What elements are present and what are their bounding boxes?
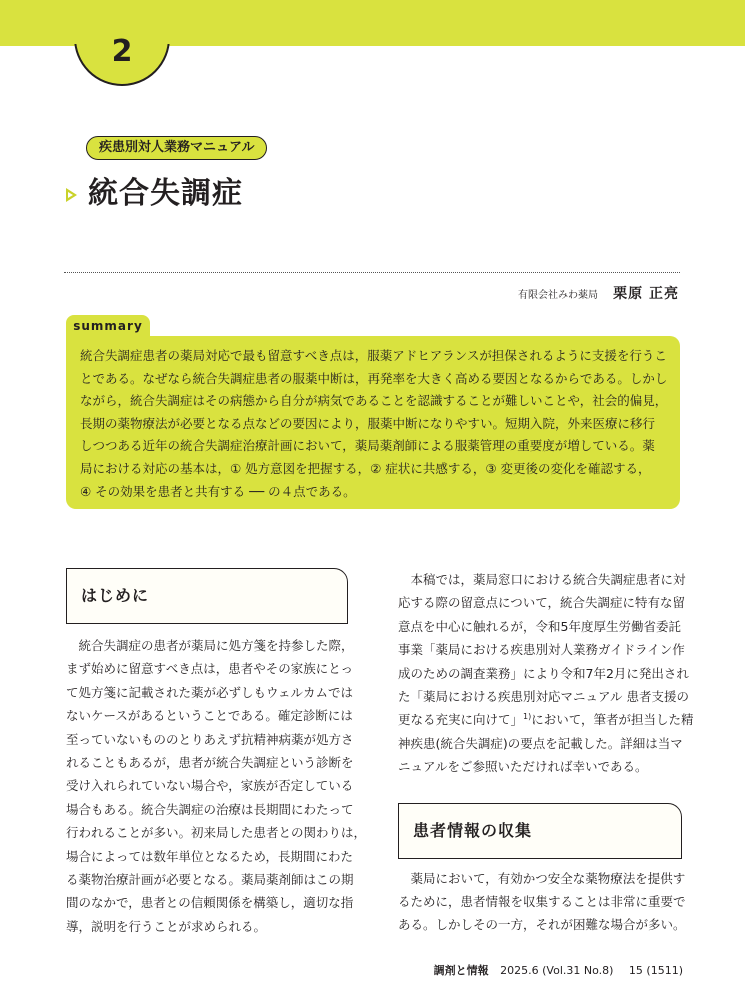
body-line: 場合によっては数年単位となるため，長期間にわた	[66, 848, 354, 864]
summary-line: しつつある近年の統合失調症治療計画において，薬局薬剤師による服薬管理の重要度が増している。薬	[80, 438, 655, 454]
body-line: ないケースがあるということである。確定診断には	[66, 708, 353, 724]
summary-box	[66, 336, 680, 509]
body-line: 本稿では，薬局窓口における統合失調症患者に対	[398, 572, 686, 587]
body-line: 応する際の留意点について，統合失調症に特有な留	[398, 595, 686, 611]
summary-line: 統合失調症患者の薬局対応で最も留意すべき点は，服薬アドヒアランスが担保されるように支援を行うこ	[80, 348, 667, 363]
body-line	[398, 708, 694, 731]
summary-line: 長期の薬物療法が必要となる点などの要因により，服薬中断になりやすい。短期入院，外来医療に移行	[80, 415, 656, 431]
body-line: た「薬局における疾患別対応マニュアル 患者支援の	[398, 689, 689, 705]
footer-journal: 調剤と情報	[433, 964, 489, 977]
footer-issue: 2025.6 (Vol.31 No.8)	[500, 964, 614, 977]
category-tag: 疾患別対人業務マニュアル	[86, 136, 267, 160]
body-line: 場合もある。統合失調症の治療は長期間にわたって	[66, 801, 354, 817]
body-line: れることもあるが，患者が統合失調症という診断を	[66, 755, 354, 771]
body-line-start: 更なる充実に向けて」	[398, 712, 524, 728]
title-arrow-icon-inner	[68, 192, 73, 198]
summary-line: 局における対応の基本は，① 処方意図を把握する，② 症状に共感する，③ 変更後の変化を確認する，	[80, 460, 651, 476]
body-line: るために，患者情報を収集することは非常に重要で	[398, 894, 686, 910]
intro-body	[66, 634, 367, 938]
body-line: 受け入れられていない場合や，家族が否定している	[66, 778, 354, 794]
body-line: まず始めに留意すべき点は，患者やその家族にとっ	[66, 661, 354, 677]
body-line: て処方箋に記載された薬が必ずしもウェルカムでは	[66, 684, 354, 700]
body-line: 事業「薬局における疾患別対人業務ガイドライン作	[398, 642, 685, 658]
section-heading-intro: はじめに	[66, 568, 348, 624]
body-line: 間のなかで，患者との信頼関係を構築し，適切な指	[66, 895, 354, 911]
body-line: ある。しかしその一方，それが困難な場合が多い。	[398, 917, 686, 933]
chapter-number: 2	[111, 34, 133, 69]
info-body	[398, 867, 686, 937]
body-line-end: において，筆者が担当した精	[531, 712, 694, 728]
right-intro-body	[398, 568, 694, 779]
author-name: 栗原 正亮	[613, 286, 679, 302]
body-line: 導，説明を行うことが求められる。	[66, 918, 267, 934]
summary-line: ④ その効果を患者と共有する ── の４点である。	[80, 483, 356, 499]
left-column	[66, 568, 367, 938]
author-line	[518, 283, 679, 303]
body-line: 至っていないもののとりあえず抗精神病薬が処方さ	[66, 731, 354, 747]
footer-page-number: 15 (1511)	[628, 964, 683, 977]
page-title: 統合失調症	[88, 176, 243, 211]
section-heading-info: 患者情報の収集	[398, 803, 682, 859]
body-line: ニュアルをご参照いただければ幸いである。	[398, 759, 648, 775]
body-line: 成のための調査業務」により令和7年2月に発出され	[398, 665, 689, 681]
title-divider	[64, 272, 680, 273]
body-line: 薬局において，有効かつ安全な薬物療法を提供す	[398, 870, 686, 886]
right-column	[398, 568, 694, 937]
summary-label: summary	[66, 315, 150, 339]
body-line: る薬物治療計画が必要となる。薬局薬剤師はこの期	[66, 872, 354, 888]
body-line: 神疾患(統合失調症)の要点を記載した。詳細は当マ	[398, 735, 683, 751]
summary-line: ながら，統合失調症はその病態から自分が病気であることを認識することが難しいことや，社会的偏見，	[80, 393, 668, 409]
summary-text	[80, 345, 672, 503]
author-affiliation: 有限会社みわ薬局	[518, 290, 599, 301]
body-line: 意点を中心に触れるが，令和5年度厚生労働省委託	[398, 618, 681, 634]
summary-line: とである。なぜなら統合失調症患者の服薬中断は，再発率を大きく高める要因となるからである。しかし	[80, 370, 668, 386]
reference-mark: 1)	[523, 712, 532, 722]
body-line: 統合失調症の患者が薬局に処方箋を持参した際，	[66, 638, 354, 653]
body-line: 行われることが多い。初来局した患者との関わりは，	[66, 825, 367, 841]
page-footer	[434, 962, 683, 978]
